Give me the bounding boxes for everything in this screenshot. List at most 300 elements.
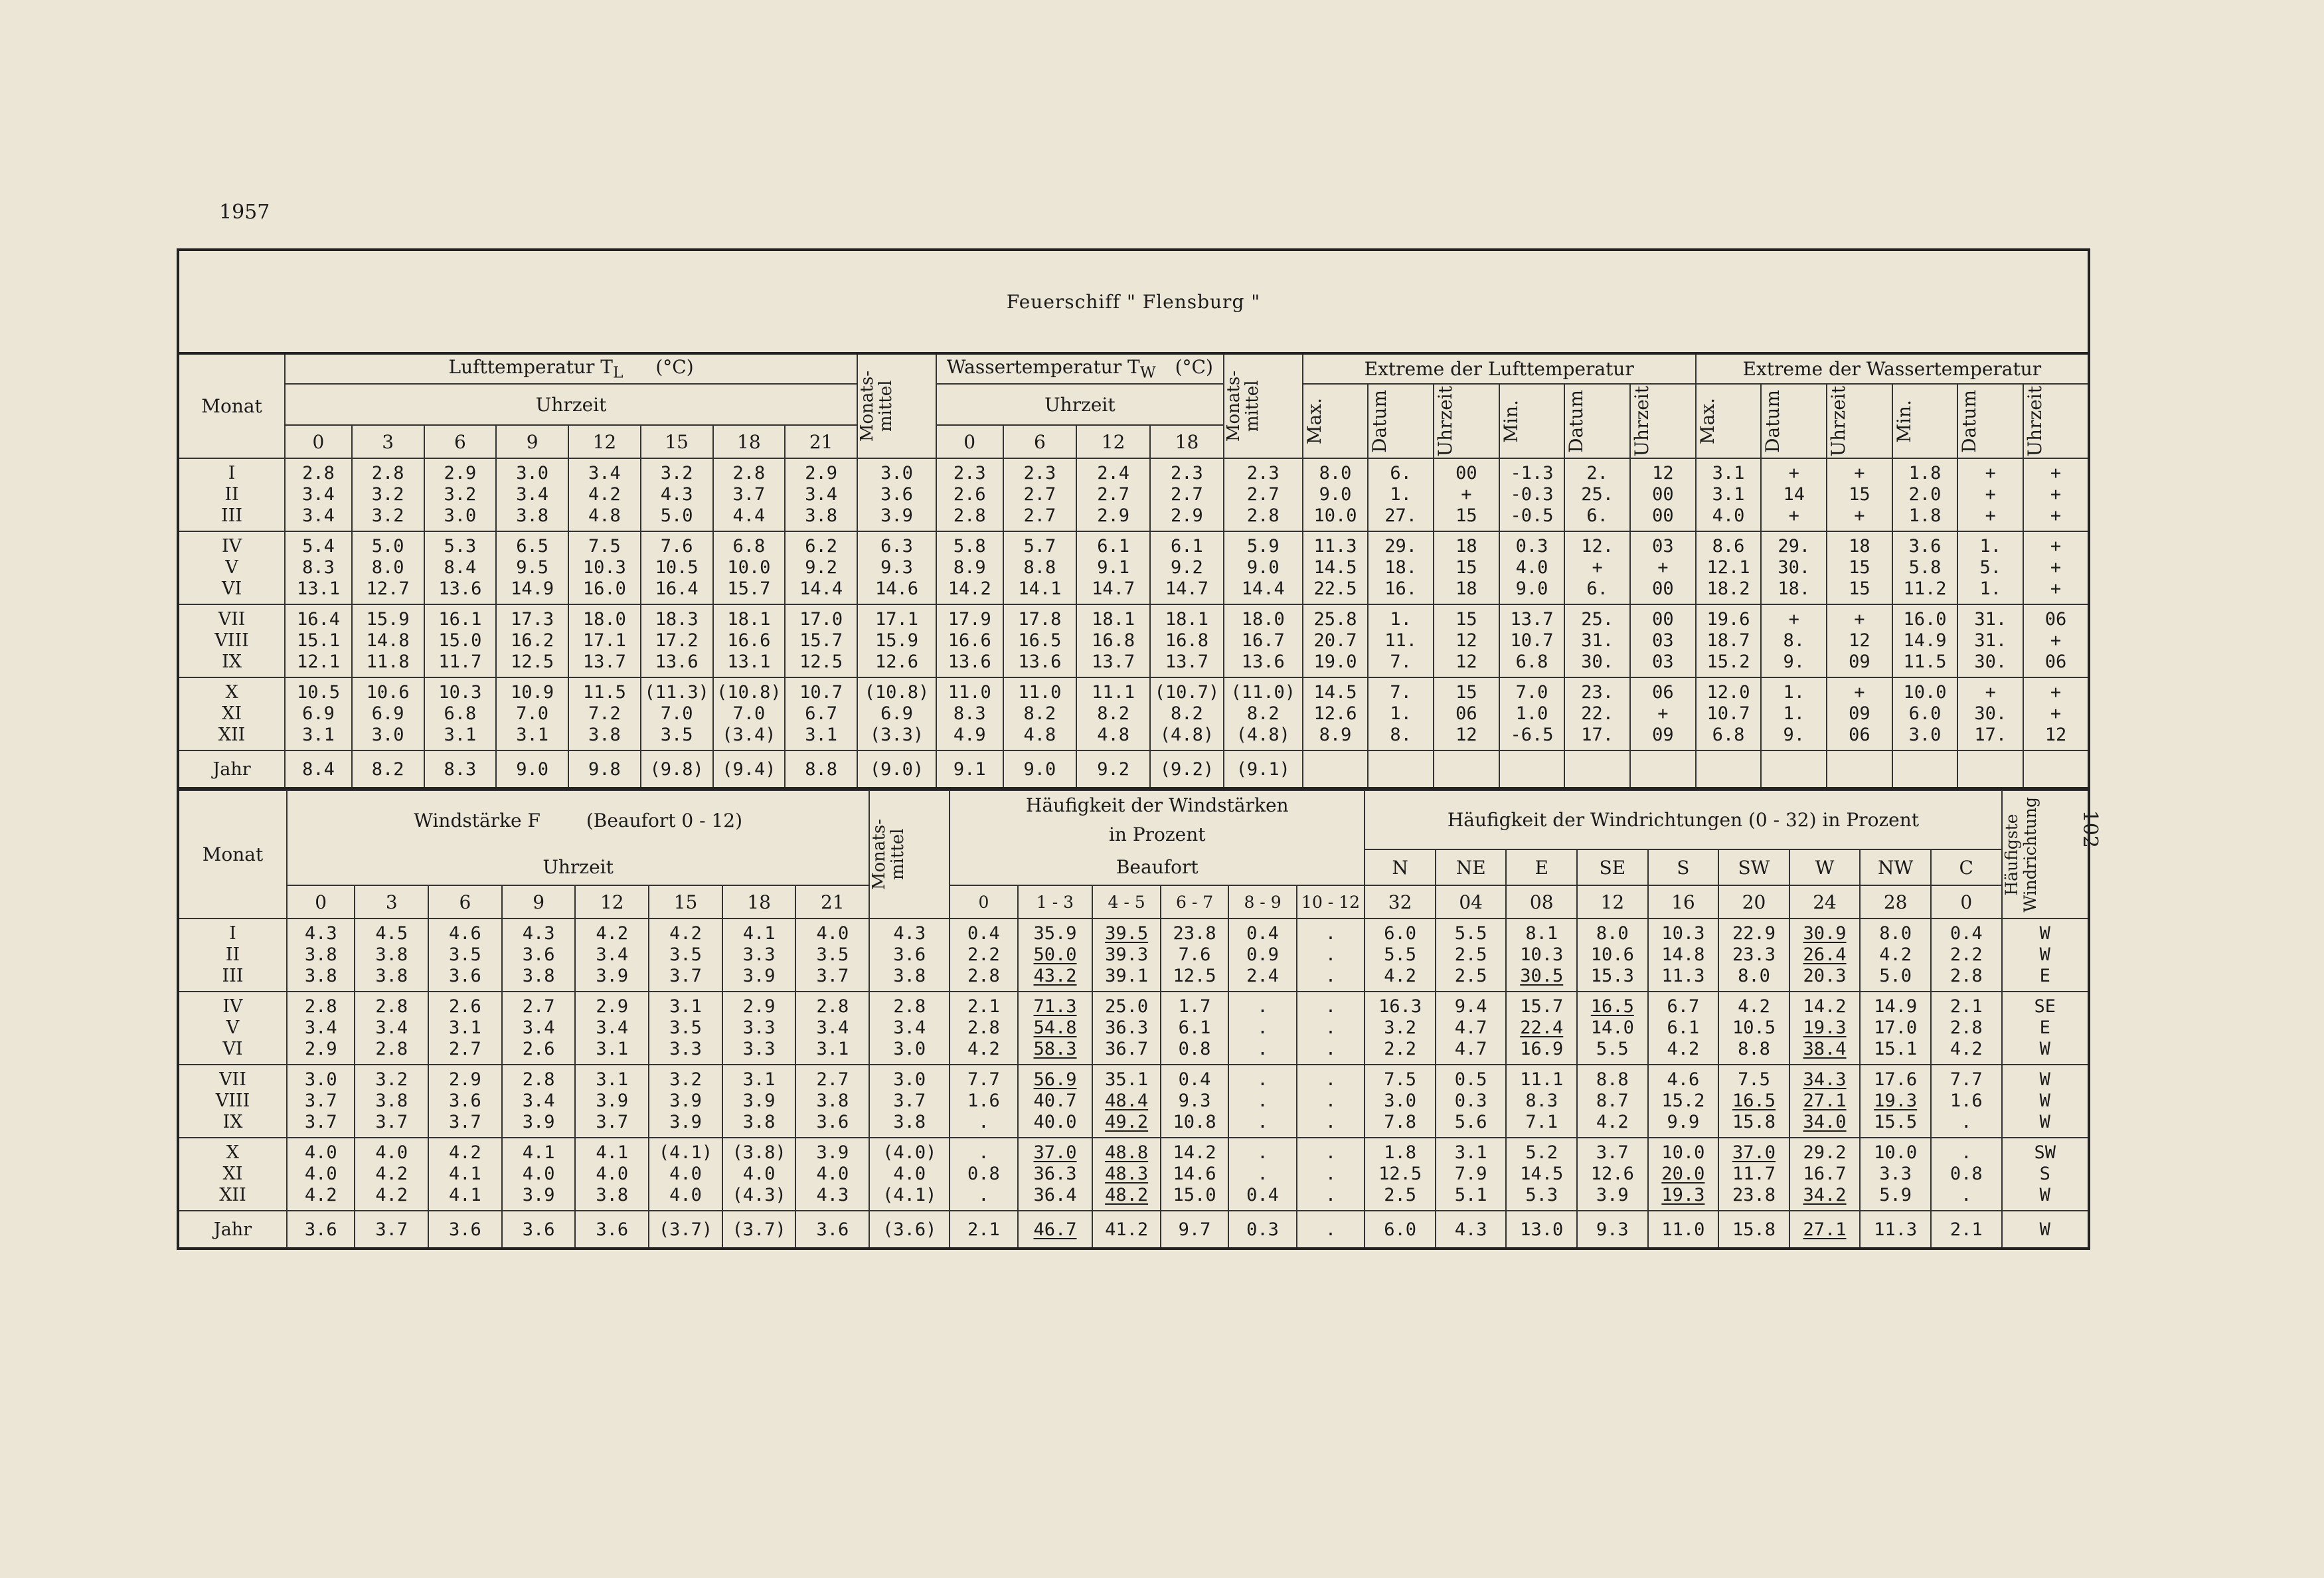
wind-cell [428,1138,502,1211]
direction-freq-cell-value: 14.0 [1590,1017,1634,1038]
direction-freq-cell-value: 16.5 [1590,996,1634,1017]
luft-cell-value: 18.3 [655,609,699,630]
wind-cell-value: 4.0 [742,1164,776,1184]
luft-cell-value: (10.8) [716,682,782,703]
extreme-luft-cell [1303,458,1369,531]
wind-cell [355,1065,428,1138]
luft-cell-value: 3.4 [302,505,335,526]
beaufort-freq-cell [1161,1138,1228,1211]
wind-cell-value: (4.3) [732,1185,786,1205]
beaufort-freq-cell-value: 0.4 [1246,1185,1279,1205]
wasser-cell-value: 8.8 [1023,557,1056,578]
wind-mittel-cell-value: 3.8 [893,966,926,986]
beaufort-col: 0 [950,885,1017,919]
wind-cell-value: 3.1 [669,996,702,1017]
extreme-wasser-cell [1761,531,1827,604]
luft-cell-value: 3.0 [516,463,549,483]
luft-mittel-cell-value: 15.9 [874,630,918,651]
extreme-luft-cell-value: -0.3 [1510,484,1554,505]
direction-freq-cell [1718,992,1789,1065]
extreme-luft-cell-value: 22. [1581,703,1614,724]
luft-cell-value: 17.1 [582,630,626,651]
wind-cell-value: 4.1 [596,1142,629,1163]
luft-cell-value: 3.7 [732,484,766,505]
extreme-luft-cell [1499,531,1565,604]
wasser-mittel-cell-value: 16.7 [1241,630,1285,651]
direction-freq-cell-value: 0.4 [1950,923,1983,944]
ext-luft-datum: Datum [1368,384,1434,458]
direction-freq-cell-value: 16.5 [1732,1091,1776,1111]
wind-cell-value: 3.8 [522,966,555,986]
luft-cell-value: 5.3 [444,536,477,557]
wasser-cell-value: 2.4 [1097,463,1130,483]
wasser-cell-value: 2.7 [1171,484,1203,505]
direction-freq-cell [1436,1065,1507,1138]
luft-mittel-cell-value: (10.8) [864,682,930,703]
direction-freq-cell-value: 7.5 [1738,1069,1770,1090]
luft-cell-value: 16.1 [438,609,482,630]
jahr-wind-cell: 3.6 [502,1211,576,1249]
direction-freq-cell-value: 2.5 [1454,966,1487,986]
dir-name-NW: NW [1860,849,1931,885]
jahr-empty-cell [2023,750,2089,788]
luft-cell-value: 8.4 [444,557,477,578]
extreme-wasser-cell-value: 1. [1783,682,1805,703]
dir-code: 16 [1648,885,1719,919]
wasser-cell-value: 2.6 [953,484,986,505]
beaufort-freq-cell [1297,992,1365,1065]
wind-cell-value: 4.3 [816,1185,849,1205]
luft-cell [285,677,352,750]
extreme-wasser-cell [1761,677,1827,750]
month-label-value: VII [219,1069,246,1090]
extreme-wasser-cell [1827,604,1892,677]
beaufort-freq-cell-value: 48.8 [1105,1142,1149,1163]
wind-cell-value: 2.8 [304,996,337,1017]
wind-cell-value: 3.7 [449,1112,481,1132]
extreme-wasser-cell-value: 8.6 [1712,536,1745,557]
wasser-cell-value: 2.3 [953,463,986,483]
luft-cell-value: 11.5 [582,682,626,703]
extreme-luft-cell-value: 8.9 [1319,725,1352,745]
jahr-wind-cell: (3.7) [722,1211,796,1249]
extreme-wasser-cell [1892,531,1958,604]
luft-cell [496,677,568,750]
direction-freq-cell-value: 10.6 [1590,944,1634,965]
beaufort-freq-cell-value: 15.0 [1173,1185,1216,1205]
luft-mittel-cell-value: 17.1 [874,609,918,630]
haeufigste-cell-value: W [2039,1112,2050,1132]
beaufort-freq-cell-value: 39.5 [1105,923,1149,944]
wind-cell [722,1065,796,1138]
extreme-luft-cell-value: 00 [1652,609,1674,630]
luft-cell-value: 16.4 [296,609,340,630]
col-monat: Monat [178,353,285,458]
wind-cell-value: 3.3 [669,1039,702,1059]
page-number: - 102 - [2078,797,2102,861]
direction-freq-cell-value: 2.5 [1454,944,1487,965]
dir-name-W: W [1789,849,1861,885]
month-label [178,1138,287,1211]
beaufort-freq-cell-value: . [1257,1164,1268,1184]
beaufort-freq-cell-value: 2.4 [1246,966,1279,986]
extreme-wasser-cell [1957,604,2023,677]
jahr-label: Jahr [178,750,285,788]
extreme-wasser-cell-value: + [2050,578,2062,599]
extreme-luft-cell-value: 30. [1581,652,1614,672]
wasser-cell-value: 4.9 [953,725,986,745]
direction-freq-cell-value: 7.9 [1454,1164,1487,1184]
hour-wasser-0: 0 [936,425,1003,458]
beaufort-freq-cell-value: 2.2 [967,944,1000,965]
luft-cell-value: 18.0 [582,609,626,630]
beaufort-freq-cell-value: 14.2 [1173,1142,1216,1163]
dir-code: 08 [1506,885,1577,919]
luft-cell-value: 3.2 [660,463,693,483]
wasser-cell-value: 5.8 [953,536,986,557]
direction-freq-cell-value: 19.3 [1874,1091,1918,1111]
wasser-cell [1076,677,1150,750]
wind-cell-value: 4.0 [669,1185,702,1205]
direction-freq-cell-value: 15.3 [1590,966,1634,986]
extreme-luft-cell-value: 06 [1652,682,1674,703]
direction-freq-cell-value: 5.0 [1879,966,1912,986]
month-label-value: II [224,484,239,505]
direction-freq-cell-value: 9.4 [1454,996,1487,1017]
extreme-wasser-cell-value: + [2050,682,2062,703]
jahr-wasser-mittel: (9.1) [1224,750,1303,788]
direction-freq-cell-value: 5.2 [1525,1142,1558,1163]
extreme-wasser-cell-value: 3.1 [1712,463,1745,483]
wind-mittel-cell-value: (4.1) [882,1185,937,1205]
luft-cell-value: 10.5 [655,557,699,578]
luft-cell-value: 6.9 [371,703,404,724]
month-label-value: XII [218,725,246,745]
luft-cell [568,604,641,677]
direction-freq-cell-value: 1.6 [1950,1091,1983,1111]
direction-freq-cell-value: 10.5 [1732,1017,1776,1038]
direction-freq-cell-value: 4.2 [1738,996,1770,1017]
extreme-luft-cell [1564,677,1630,750]
direction-freq-cell-value: 12.6 [1590,1164,1634,1184]
dir-name-SE: SE [1577,849,1648,885]
jahr-wind-cell: 3.6 [575,1211,649,1249]
luft-cell [713,677,786,750]
extreme-wasser-cell-value: + [1854,609,1865,630]
wasser-cell-value: 9.1 [1097,557,1130,578]
haeufigste-cell-value: SE [2034,996,2056,1017]
luft-cell-value: 12.5 [511,652,554,672]
direction-freq-cell [1577,992,1648,1065]
luft-cell [641,677,713,750]
wind-cell-value: 4.2 [375,1185,408,1205]
wind-cell [795,992,869,1065]
extreme-wasser-cell-value: + [1985,682,1996,703]
luft-cell-value: 16.2 [511,630,554,651]
wasser-mittel-cell [1224,531,1303,604]
direction-freq-cell [1789,992,1861,1065]
extreme-luft-cell-value: 25. [1581,609,1614,630]
haeufigste-cell-value: W [2039,1185,2050,1205]
dir-code: 20 [1718,885,1789,919]
luft-cell [641,604,713,677]
extreme-wasser-cell [2023,458,2089,531]
wasser-cell-value: 8.9 [953,557,986,578]
wasser-mittel-cell-value: 2.3 [1246,463,1280,483]
wind-cell-value: 3.3 [742,1017,776,1038]
direction-freq-cell-value: 0.5 [1454,1069,1487,1090]
wind-cell [287,1138,355,1211]
wasser-mittel-cell-value: 14.4 [1241,578,1285,599]
wind-cell-value: 3.2 [669,1069,702,1090]
wasser-cell [1076,531,1150,604]
extreme-luft-cell-value: 10.0 [1313,505,1357,526]
hour-wind-0: 0 [287,885,355,919]
direction-freq-cell-value: 22.9 [1732,923,1776,944]
direction-freq-cell-value: 19.3 [1661,1185,1705,1205]
beaufort-freq-cell-value: . [1325,1112,1337,1132]
table-row [178,604,2089,677]
luft-cell [641,531,713,604]
luft-cell-value: 17.0 [799,609,843,630]
direction-freq-cell-value: 2.5 [1384,1185,1416,1205]
jahr-wasser-cell: 9.0 [1003,750,1077,788]
extreme-luft-cell [1303,604,1369,677]
extreme-luft-cell-value: 15 [1455,609,1477,630]
beaufort-col: 8 - 9 [1228,885,1296,919]
sheet-title: Feuerschiff " Flensburg " [177,248,2090,352]
extreme-luft-cell-value: 10.7 [1510,630,1554,651]
extreme-luft-cell-value: 1. [1390,609,1412,630]
extreme-wasser-cell-value: 06 [2044,609,2067,630]
beaufort-freq-cell-value: 2.1 [967,996,1000,1017]
luft-cell-value: 3.5 [660,725,693,745]
beaufort-freq-cell [1297,1065,1365,1138]
wind-cell [722,992,796,1065]
jahr-empty-cell [1957,750,2023,788]
month-label [178,919,287,992]
extreme-luft-cell-value: -6.5 [1510,725,1554,745]
extreme-luft-cell-value: 23. [1581,682,1614,703]
extreme-wasser-cell-value: 14 [1783,484,1805,505]
wasser-cell-value: 4.8 [1097,725,1130,745]
wasser-cell-value: 13.7 [1092,652,1135,672]
wind-cell [649,1065,722,1138]
extreme-luft-cell-value: 6. [1586,578,1608,599]
luft-cell-value: 3.8 [516,505,549,526]
month-label [178,677,285,750]
temperature-table [177,352,2090,790]
luft-cell-value: 6.5 [516,536,549,557]
luft-cell-value: 2.8 [302,463,335,483]
ext-wasser-datum2: Datum [1957,384,2023,458]
extreme-luft-cell [1499,458,1565,531]
direction-freq-cell [1577,1065,1648,1138]
jahr-empty-cell [1434,750,1499,788]
extreme-wasser-cell [1761,458,1827,531]
direction-freq-cell-value: 5.6 [1454,1112,1487,1132]
extreme-wasser-cell-value: 06 [2044,652,2067,672]
direction-freq-cell-value: 15.7 [1520,996,1564,1017]
extreme-luft-cell-value: 00 [1652,505,1674,526]
luft-cell [785,677,857,750]
direction-freq-cell-value: 3.1 [1454,1142,1487,1163]
extreme-wasser-cell-value: 5.8 [1908,557,1942,578]
luft-cell-value: 2.8 [371,463,404,483]
direction-freq-cell [1931,1138,2002,1211]
direction-freq-cell-value: 4.2 [1879,944,1912,965]
extreme-wasser-cell [1957,677,2023,750]
extreme-luft-cell-value: 1. [1390,484,1412,505]
dir-name-E: E [1506,849,1577,885]
wasser-cell [1150,604,1224,677]
wind-cell-value: 4.0 [304,1164,337,1184]
beaufort-freq-cell-value: . [1257,1069,1268,1090]
beaufort-freq-cell [950,1138,1017,1211]
beaufort-freq-cell-value: 0.8 [1178,1039,1211,1059]
wasser-cell [1003,458,1077,531]
extreme-luft-cell-value: 20.7 [1313,630,1357,651]
wind-cell-value: 2.8 [375,996,408,1017]
wind-cell-value: 3.8 [816,1091,849,1111]
luft-mittel-cell-value: 3.6 [880,484,913,505]
beaufort-freq-cell [1161,919,1228,992]
jahr-wind-cell: 3.6 [428,1211,502,1249]
beaufort-freq-cell-value: 2.8 [967,966,1000,986]
beaufort-freq-cell-value: 0.8 [967,1164,1000,1184]
extreme-luft-cell [1564,531,1630,604]
extreme-luft-cell [1434,677,1499,750]
wasser-cell [1150,531,1224,604]
wind-cell-value: 2.7 [816,1069,849,1090]
direction-freq-cell-value: 5.5 [1596,1039,1629,1059]
wind-mittel-cell-value: 3.4 [893,1017,926,1038]
wasser-cell-value: 16.8 [1092,630,1135,651]
extreme-wasser-cell-value: 12 [2044,725,2067,745]
wind-cell-value: 3.1 [742,1069,776,1090]
wind-cell-value: 3.9 [742,1091,776,1111]
wind-cell-value: 3.9 [522,1185,555,1205]
month-label-value: VIII [214,630,249,651]
jahr-dir-cell: 13.0 [1506,1211,1577,1249]
wasser-cell-value: 8.2 [1023,703,1056,724]
direction-freq-cell-value: 3.0 [1384,1091,1416,1111]
luft-cell-value: 13.7 [582,652,626,672]
jahr-wasser-cell: (9.2) [1150,750,1224,788]
extreme-wasser-cell [1696,677,1762,750]
direction-freq-cell [1789,1065,1861,1138]
extreme-luft-cell-value: 09 [1652,725,1674,745]
wind-cell-value: 3.7 [304,1091,337,1111]
direction-freq-cell-value: 16.9 [1520,1039,1564,1059]
ext-wasser-datum: Datum [1761,384,1827,458]
beaufort-freq-cell-value: . [978,1185,989,1205]
wasser-cell-value: 8.2 [1097,703,1130,724]
direction-freq-cell [1577,1138,1648,1211]
direction-freq-cell-value: 11.1 [1520,1069,1564,1090]
wasser-cell-value: 14.7 [1165,578,1208,599]
wasser-cell [1003,677,1077,750]
luft-cell-value: 6.2 [805,536,838,557]
haeufigste-cell-value: W [2039,1091,2050,1111]
beaufort-freq-cell-value: 1.7 [1178,996,1211,1017]
luft-cell [785,531,857,604]
beaufort-freq-cell-value: 0.4 [1246,923,1279,944]
jahr-bft-cell: 41.2 [1092,1211,1160,1249]
wind-cell-value: 3.7 [816,966,849,986]
extreme-luft-cell-value: 12. [1581,536,1614,557]
wasser-cell-value: 6.1 [1171,536,1203,557]
wasser-cell-value: 14.2 [948,578,991,599]
luft-cell-value: 10.6 [366,682,410,703]
dir-name-N: N [1365,849,1436,885]
wind-cell-value: 3.6 [449,1091,481,1111]
wind-cell-value: 3.8 [304,944,337,965]
wind-cell-value: 3.9 [742,966,776,986]
extreme-wasser-cell-value: 2.0 [1908,484,1942,505]
wasser-cell [1076,604,1150,677]
jahr-empty-cell [1564,750,1630,788]
direction-freq-cell-value: 5.5 [1454,923,1487,944]
wind-cell-value: 4.3 [304,923,337,944]
month-label-value: III [222,966,244,986]
extreme-luft-cell-value: 1. [1390,703,1412,724]
luft-mittel-cell-value: 3.0 [880,463,913,483]
direction-freq-cell [1506,992,1577,1065]
direction-freq-cell-value: 8.1 [1525,923,1558,944]
jahr-wind-cell: 3.6 [287,1211,355,1249]
wind-cell-value: 3.9 [669,1091,702,1111]
luft-cell-value: 14.8 [366,630,410,651]
luft-cell-value: 7.2 [588,703,621,724]
extreme-luft-cell-value: 9.0 [1319,484,1352,505]
luft-cell [496,604,568,677]
wind-cell-value: 4.5 [375,923,408,944]
wind-cell-value: 4.0 [375,1142,408,1163]
wind-cell-value: 3.7 [304,1112,337,1132]
extreme-wasser-cell-value: 30. [1974,652,2007,672]
luft-cell [568,677,641,750]
wind-cell [287,919,355,992]
beaufort-freq-cell-value: . [978,1142,989,1163]
wasser-cell-value: 11.1 [1092,682,1135,703]
ext-luft-min: Min. [1499,384,1565,458]
luft-cell-value: 17.3 [511,609,554,630]
extreme-wasser-cell-value: 11.2 [1903,578,1947,599]
extreme-luft-cell-value: 18 [1455,536,1477,557]
jahr-empty-cell [1696,750,1762,788]
extreme-luft-cell-value: 29. [1384,536,1418,557]
beaufort-freq-cell-value: 36.3 [1033,1164,1077,1184]
luft-cell-value: 3.2 [371,505,404,526]
beaufort-col: 1 - 3 [1018,885,1093,919]
extreme-wasser-cell-value: + [1788,505,1799,526]
wasser-cell [936,677,1003,750]
wind-mittel-cell-value: 2.8 [893,996,926,1017]
direction-freq-cell-value: 4.2 [1667,1039,1700,1059]
luft-mittel-cell-value: 6.9 [880,703,913,724]
beaufort-freq-cell [1018,992,1093,1065]
extreme-luft-cell [1630,531,1696,604]
jahr-bft-cell: . [1297,1211,1365,1249]
direction-freq-cell [1365,919,1436,992]
beaufort-freq-cell-value: . [1257,1017,1268,1038]
beaufort-freq-cell-value: 43.2 [1033,966,1077,986]
luft-cell-value: 16.4 [655,578,699,599]
direction-freq-cell-value: 9.9 [1667,1112,1700,1132]
month-label-value: X [225,682,238,703]
jahr-bft-cell: 0.3 [1228,1211,1296,1249]
